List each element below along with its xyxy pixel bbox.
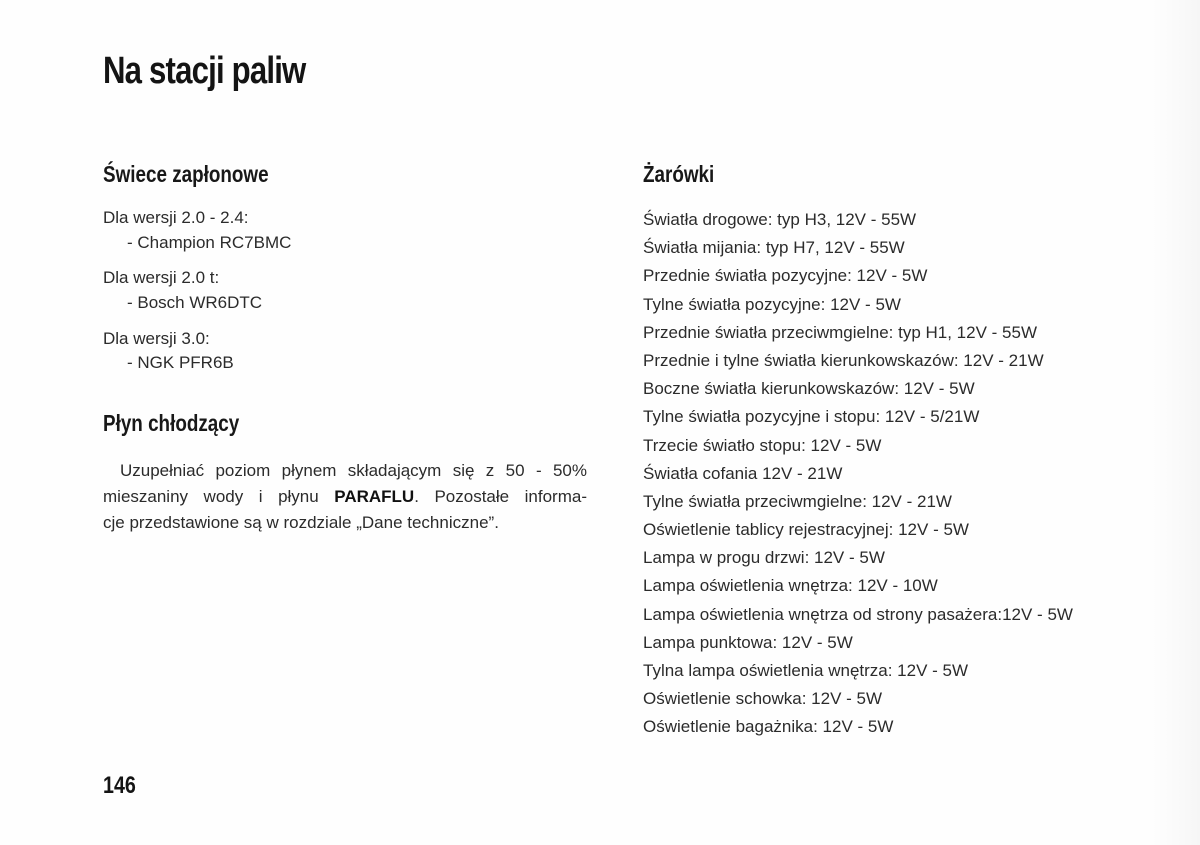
- coolant-paragraph: [103, 458, 587, 536]
- bulb-item: Przednie światła przeciwmgielne: typ H1, 12V - 55W: [643, 322, 1037, 342]
- bulb-item: Światła mijania: typ H7, 12V - 55W: [643, 238, 905, 258]
- spark-plug-model: - NGK PFR6B: [127, 353, 234, 372]
- bulb-item: Lampa oświetlenia wnętrza od strony pasażera:12V - 5W: [643, 604, 1073, 624]
- bulb-item: Przednie światła pozycyjne: 12V - 5W: [643, 266, 928, 286]
- bulb-item: Lampa punktowa: 12V - 5W: [643, 632, 853, 652]
- bulb-item: Trzecie światło stopu: 12V - 5W: [643, 435, 882, 455]
- page-title: Na stacji paliw: [103, 50, 306, 92]
- paraflu-brand: PARAFLU: [334, 487, 415, 506]
- spark-plugs-heading: Świece zapłonowe: [103, 161, 269, 187]
- coolant-text: mieszaniny wody i płynu: [103, 487, 335, 506]
- bulb-item: Lampa w progu drzwi: 12V - 5W: [643, 548, 885, 568]
- bulb-item: Światła cofania 12V - 21W: [643, 463, 843, 483]
- page-gutter-shadow: [1150, 0, 1200, 845]
- bulb-item: Tylne światła pozycyjne: 12V - 5W: [643, 294, 901, 314]
- spark-plug-version: Dla wersji 2.0 - 2.4:: [103, 208, 249, 227]
- coolant-line: cje przedstawione są w rozdziale „Dane techniczne”.: [103, 513, 499, 532]
- bulb-item: Oświetlenie bagażnika: 12V - 5W: [643, 717, 894, 737]
- spark-plug-version: Dla wersji 3.0:: [103, 329, 210, 348]
- bulb-item: Oświetlenie schowka: 12V - 5W: [643, 689, 883, 709]
- spark-plug-model: - Bosch WR6DTC: [127, 293, 263, 312]
- page-number: 146: [103, 772, 136, 799]
- bulbs-heading: Żarówki: [643, 161, 715, 187]
- bulb-item: Tylne światła przeciwmgielne: 12V - 21W: [643, 491, 952, 511]
- spark-plug-version: Dla wersji 2.0 t:: [103, 268, 220, 287]
- bulb-item: Lampa oświetlenia wnętrza: 12V - 10W: [643, 576, 938, 596]
- bulb-item: Tylna lampa oświetlenia wnętrza: 12V - 5W: [643, 661, 969, 680]
- bulb-list: [643, 206, 1073, 742]
- spark-plug-model: - Champion RC7BMC: [127, 233, 292, 252]
- bulb-item: Tylne światła pozycyjne i stopu: 12V - 5/21W: [643, 407, 980, 427]
- coolant-heading: Płyn chłodzący: [103, 410, 240, 436]
- bulb-item: Boczne światła kierunkowskazów: 12V - 5W: [643, 379, 975, 399]
- coolant-line: Uzupełniać poziom płynem składającym się z 50 - 50%: [120, 461, 587, 480]
- coolant-text: . Pozostałe informa-: [414, 487, 587, 506]
- bulb-item: Przednie i tylne światła kierunkowskazów: 12V - 21W: [643, 350, 1044, 370]
- coolant-line: [103, 484, 587, 510]
- bulb-item: Światła drogowe: typ H3, 12V - 55W: [643, 210, 917, 229]
- bulb-item: Oświetlenie tablicy rejestracyjnej: 12V - 5W: [643, 520, 969, 540]
